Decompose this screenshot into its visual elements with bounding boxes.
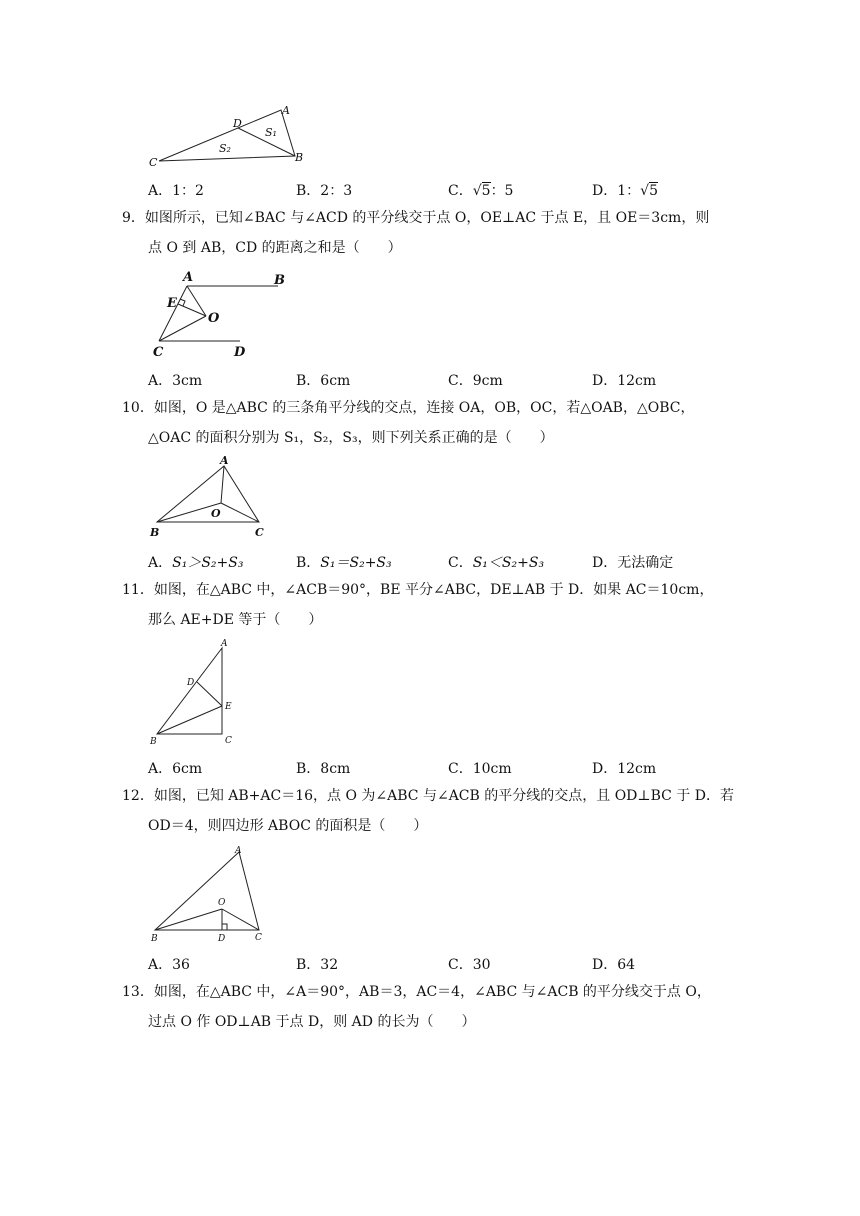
- q10-option-c[interactable]: C．S₁＜S₂+S₃: [448, 555, 545, 571]
- q12-option-c[interactable]: C．30: [448, 957, 491, 973]
- q11-figure: [145, 636, 245, 748]
- q13-stem-line1: 13．如图，在△ABC 中，∠A＝90°，AB＝3，AC＝4，∠ABC 与∠ACB 的平分线交于点 O，: [122, 984, 711, 1000]
- q9-stem-line2: 点 O 到 AB，CD 的距离之和是（ ）: [148, 240, 402, 256]
- q11-label-e: E: [225, 702, 232, 712]
- q12-option-d[interactable]: D．64: [592, 957, 636, 973]
- q12-stem-line2: OD＝4，则四边形 ABOC 的面积是（ ）: [148, 818, 428, 834]
- q10-label-c: C: [255, 526, 264, 539]
- q8-option-a[interactable]: A．1：2: [148, 183, 204, 199]
- q12-figure: [145, 842, 275, 946]
- q11-label-d: D: [187, 678, 195, 688]
- q9-stem-line1: 9．如图所示，已知∠BAC 与∠ACD 的平分线交于点 O，OE⊥AC 于点 E，且 OE＝3cm，则: [122, 210, 710, 226]
- q10-label-o: O: [211, 507, 221, 520]
- q8-figure: [145, 100, 315, 170]
- q9-option-b[interactable]: B．6cm: [296, 373, 351, 389]
- q10-figure: [145, 452, 275, 544]
- q9-label-c: C: [153, 345, 164, 360]
- q9-label-e: E: [167, 296, 177, 311]
- q11-option-a[interactable]: A．6cm: [148, 761, 203, 777]
- q11-option-c[interactable]: C．10cm: [448, 761, 512, 777]
- q12-label-c: C: [255, 933, 262, 943]
- q8-label-b: B: [295, 151, 304, 164]
- radicand: 5: [481, 183, 491, 199]
- q12-label-o: O: [218, 898, 226, 908]
- q9-option-c[interactable]: C．9cm: [448, 373, 503, 389]
- sqrt-symbol: √: [472, 183, 482, 199]
- q10-label-a: A: [220, 454, 229, 467]
- q8-label-d: D: [233, 117, 242, 130]
- q8-label-s1: S₁: [265, 126, 277, 139]
- q10-option-b[interactable]: B．S₁＝S₂+S₃: [296, 555, 392, 571]
- sqrt-symbol: √: [640, 183, 650, 199]
- q12-option-a[interactable]: A．36: [148, 957, 190, 973]
- q9-label-b: B: [274, 273, 285, 288]
- q11-stem-line2: 那么 AE+DE 等于（ ）: [148, 612, 323, 628]
- q11-stem-line1: 11．如图，在△ABC 中，∠ACB＝90°，BE 平分∠ABC，DE⊥AB 于 D．如果 AC＝10cm，: [122, 582, 714, 598]
- q10-label-b: B: [150, 526, 160, 539]
- q10-option-d[interactable]: D．无法确定: [592, 555, 674, 571]
- q8-label-s2: S₂: [219, 142, 231, 155]
- q11-option-b[interactable]: B．8cm: [296, 761, 351, 777]
- q11-label-b: B: [150, 737, 157, 747]
- q12-label-d: D: [218, 934, 226, 944]
- q11-option-d[interactable]: D．12cm: [592, 761, 657, 777]
- q12-label-a: A: [235, 846, 242, 856]
- q11-label-c: C: [225, 736, 232, 746]
- q8-label-c: C: [149, 156, 158, 169]
- q12-stem-line1: 12．如图，已知 AB+AC＝16，点 O 为∠ABC 与∠ACB 的平分线的交点，且 OD⊥BC 于 D．若: [122, 788, 734, 804]
- q9-figure: [150, 268, 290, 360]
- q10-option-a[interactable]: A．S₁＞S₂+S₃: [148, 555, 244, 571]
- q10-stem-line2: △OAC 的面积分别为 S₁，S₂，S₃，则下列关系正确的是（ ）: [148, 430, 554, 446]
- radicand: 5: [649, 183, 658, 199]
- q9-option-a[interactable]: A．3cm: [148, 373, 203, 389]
- q8-option-c[interactable]: C．√5：5: [448, 183, 514, 199]
- q9-option-d[interactable]: D．12cm: [592, 373, 657, 389]
- q12-label-b: B: [151, 934, 158, 944]
- q8-option-b[interactable]: B．2：3: [296, 183, 353, 199]
- q11-label-a: A: [221, 639, 228, 649]
- q8-option-d[interactable]: D．1：√5: [592, 183, 658, 199]
- q13-stem-line2: 过点 O 作 OD⊥AB 于点 D，则 AD 的长为（ ）: [148, 1014, 476, 1030]
- q8-label-a: A: [282, 104, 290, 117]
- q10-stem-line1: 10．如图，O 是△ABC 的三条角平分线的交点，连接 OA，OB，OC，若△OAB，△OBC，: [122, 400, 695, 416]
- q9-label-a: A: [183, 270, 194, 285]
- q9-label-d: D: [234, 345, 246, 360]
- q9-label-o: O: [208, 311, 220, 326]
- q12-option-b[interactable]: B．32: [296, 957, 339, 973]
